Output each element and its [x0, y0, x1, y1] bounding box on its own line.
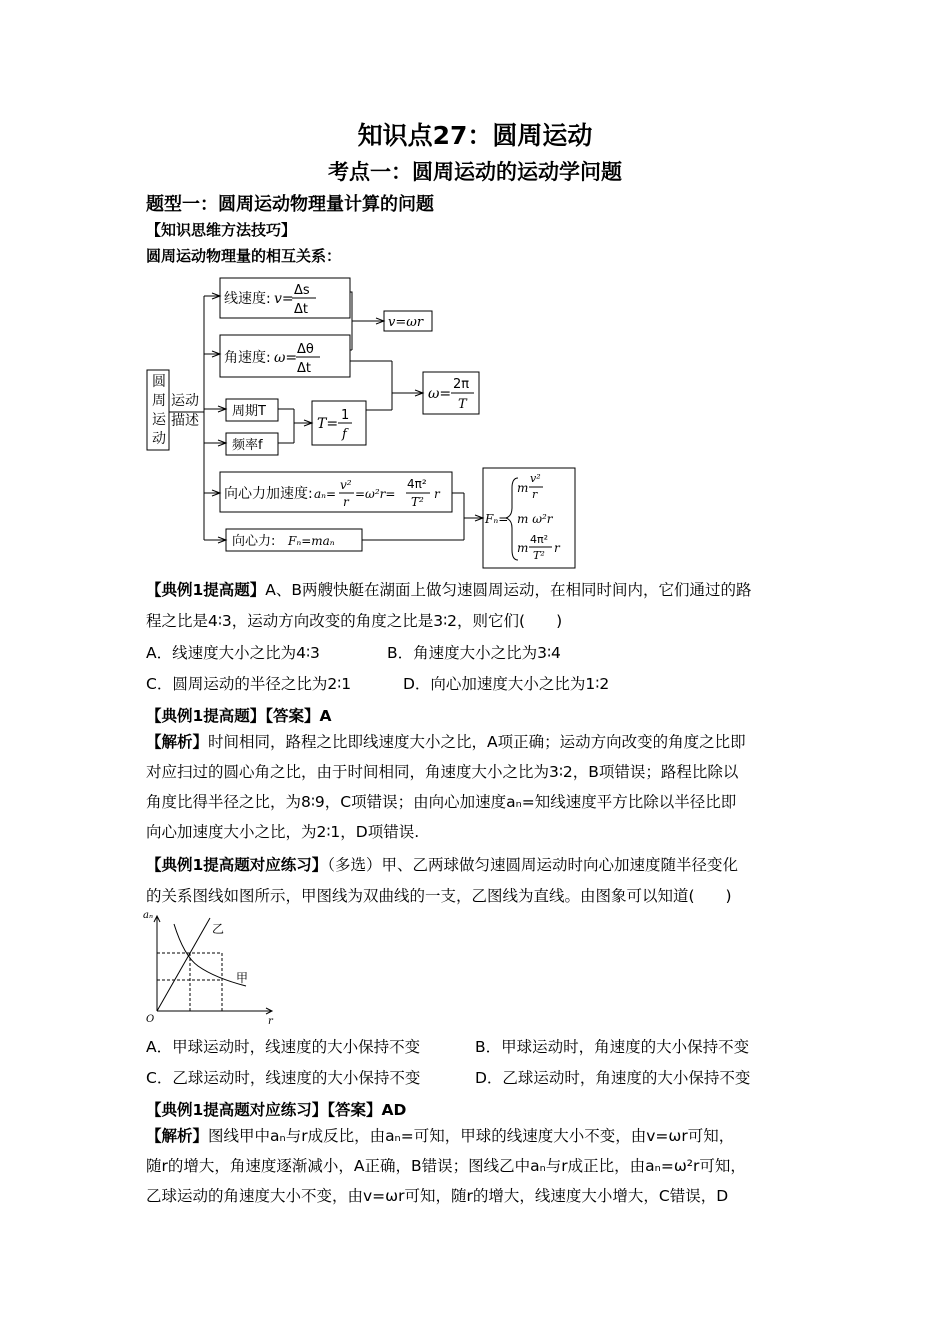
graph-label-yi: 乙 — [212, 922, 225, 936]
section-heading: 题型一：圆周运动物理量计算的问题 — [146, 194, 434, 215]
an-equals: aₙ= — [314, 487, 337, 501]
example-2 — [146, 850, 816, 912]
fn-ma: Fₙ=maₙ — [288, 534, 335, 548]
one: 1 — [341, 408, 350, 423]
ex1-analysis — [146, 727, 816, 847]
ex2-option-b: B．甲球运动时，角速度的大小保持不变 — [475, 1038, 750, 1056]
describe-line-2: 描述 — [171, 413, 199, 429]
delta-theta: Δθ — [297, 342, 314, 357]
ex2-option-c: C．乙球运动时，线速度的大小保持不变 — [146, 1069, 421, 1087]
ex2-analysis-2: 随r的增大，角速度逐渐减小，A正确，B错误；图线乙中aₙ与r成正比，由aₙ=ω²r可知， — [146, 1157, 746, 1175]
ex1-analysis-3: 角度比得半径之比，为8∶9，C项错误；由向心加速度aₙ=知线速度平方比除以半径比即 — [146, 793, 737, 811]
f-denominator: f — [342, 427, 347, 442]
ex2-option-d: D．乙球运动时，角速度的大小保持不变 — [475, 1069, 751, 1087]
frequency-label: 频率f — [232, 438, 263, 453]
doc-title: 知识点27：圆周运动 — [357, 121, 593, 150]
ex2-answer: 【典例1提高题对应练习】【答案】AD — [146, 1101, 407, 1119]
centripetal-acc-label: 向心力加速度: — [224, 486, 313, 502]
ex1-option-b: B．角速度大小之比为3∶4 — [387, 644, 561, 662]
ex1-option-a: A．线速度大小之比为4∶3 — [146, 644, 320, 662]
delta-t-1: Δt — [294, 302, 308, 317]
omega-equals-2: ω= — [428, 386, 452, 402]
tips-heading: 【知识思维方法技巧】 — [146, 221, 297, 239]
m-1: m — [517, 481, 529, 495]
ex1-answer: 【典例1提高题】【答案】A — [146, 707, 332, 725]
v-squared: v² — [340, 478, 352, 492]
ex1-analysis-4: 向心加速度大小之比，为2∶1，D项错误. — [146, 823, 420, 841]
four-pi-squared-2: 4π² — [530, 533, 549, 546]
example-1-text-1: A、B两艘快艇在湖面上做匀速圆周运动，在相同时间内，它们通过的路 — [265, 581, 752, 599]
graph-label-jia: 甲 — [236, 971, 249, 985]
relation-heading: 圆周运动物理量的相互关系： — [146, 247, 342, 265]
t-equals: T= — [317, 416, 339, 432]
ex2-analysis-3: 乙球运动的角速度大小不变，由v=ωr可知，随r的增大，线速度大小增大，C错误，D — [146, 1187, 729, 1205]
two-pi: 2π — [453, 377, 470, 392]
an-r-graph — [140, 908, 280, 1028]
r-end: r — [434, 487, 440, 501]
t-denominator: T — [458, 397, 467, 412]
m-2: m — [517, 541, 529, 555]
doc-subtitle: 考点一：圆周运动的运动学问题 — [328, 160, 622, 184]
delta-s: Δs — [294, 283, 310, 298]
ex2-analysis-1: 图线甲中aₙ与r成反比，由aₙ=可知，甲球的线速度大小不变，由v=ωr可知， — [208, 1127, 735, 1145]
ex2-analysis-label: 【解析】 — [146, 1127, 209, 1145]
example-2-text-1: （多选）甲、乙两球做匀速圆周运动时向心加速度随半径变化 — [327, 856, 739, 874]
example-2-text-2: 的关系图线如图所示，甲图线为双曲线的一支，乙图线为直线。由图象可以知道( ) — [146, 887, 732, 905]
r-denominator-2: r — [532, 488, 538, 501]
r-denominator: r — [343, 495, 349, 509]
ex1-analysis-1: 时间相同，路程之比即线速度大小之比，A项正确；运动方向改变的角度之比即 — [208, 733, 746, 751]
ex2-option-a: A．甲球运动时，线速度的大小保持不变 — [146, 1038, 421, 1056]
example-1 — [146, 575, 816, 637]
centripetal-force-label: 向心力: — [232, 534, 276, 549]
angular-velocity-label: 角速度: — [224, 350, 271, 366]
describe-line-1: 运动 — [171, 393, 199, 409]
example-1-label: 【典例1提高题】 — [146, 581, 266, 599]
m-omega-squared-r: m ω²r — [517, 512, 553, 526]
ex2-analysis — [146, 1121, 822, 1211]
v-equals: v= — [274, 291, 294, 307]
graph-x-label: r — [268, 1016, 273, 1027]
t-squared-2: T² — [533, 549, 545, 562]
ex1-analysis-label: 【解析】 — [146, 733, 209, 751]
r-end-2: r — [554, 541, 560, 555]
period-label: 周期T — [232, 404, 266, 419]
graph-y-label: aₙ — [143, 910, 154, 921]
ex1-option-c: C．圆周运动的半径之比为2∶1 — [146, 675, 352, 693]
root-char-3: 运 — [152, 412, 166, 428]
root-char-2: 周 — [152, 393, 166, 409]
ex1-option-d: D．向心加速度大小之比为1∶2 — [403, 675, 610, 693]
ex1-analysis-2: 对应扫过的圆心角之比，由于时间相同，角速度大小之比为3∶2，B项错误；路程比除以 — [146, 763, 739, 781]
root-char-4: 动 — [152, 431, 166, 447]
v-omega-r: v=ωr — [388, 315, 424, 330]
example-1-text-2: 程之比是4∶3，运动方向改变的角度之比是3∶2，则它们( ) — [146, 612, 563, 630]
linear-velocity-label: 线速度: — [224, 291, 271, 307]
relationship-diagram — [140, 268, 580, 578]
omega-squared-r: =ω²r= — [355, 487, 396, 501]
fn-equals: Fₙ= — [485, 512, 509, 526]
root-char-1: 圆 — [152, 374, 166, 390]
line-yi — [157, 918, 210, 1011]
v-squared-2: v² — [530, 472, 541, 485]
four-pi-squared: 4π² — [407, 477, 427, 491]
omega-equals: ω= — [274, 350, 298, 366]
graph-origin: O — [146, 1014, 155, 1025]
t-squared: T² — [411, 495, 424, 509]
delta-t-2: Δt — [297, 361, 311, 376]
example-2-label: 【典例1提高题对应练习】 — [146, 856, 328, 874]
